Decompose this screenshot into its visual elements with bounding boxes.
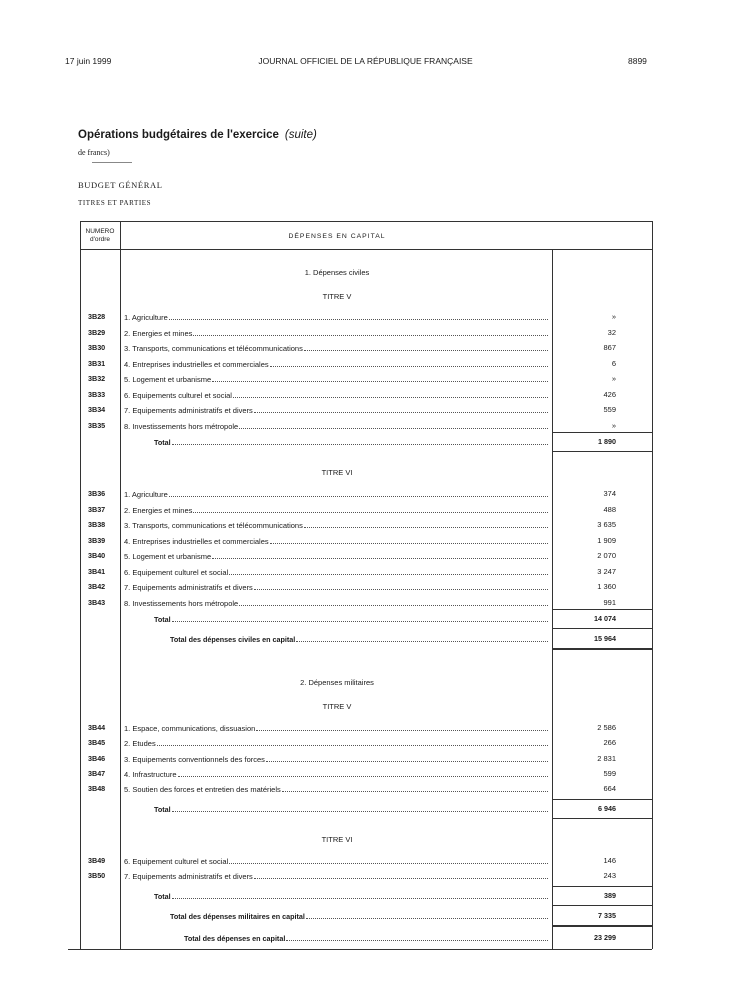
grand-total-row-military: Total des dépenses militaires en capital 7 335 (170, 911, 616, 921)
title-text: Opérations budgétaires de l'exercice (78, 129, 279, 141)
table-row (80, 520, 648, 534)
row-code: 3B50 (88, 871, 106, 881)
row-label: 5. Soutien des forces et entretien des matériels (124, 784, 548, 794)
row-value: » (611, 312, 616, 321)
grand-total-underline (552, 925, 652, 927)
row-label: 2. Energies et mines (124, 505, 548, 515)
row-value: 599 (603, 768, 616, 778)
row-label: 1. Agriculture (124, 489, 548, 499)
final-total-row: Total des dépenses en capital 23 299 (184, 933, 616, 943)
table-row (80, 328, 648, 342)
row-value: 146 (603, 856, 616, 865)
row-value: 3 247 (597, 566, 616, 576)
row-value: 2 070 (597, 551, 616, 560)
row-code: 3B45 (88, 738, 106, 748)
table-top-border (80, 221, 652, 222)
row-label: 3. Transports, communications et télécommunications (124, 343, 548, 353)
total-box-top (552, 886, 652, 887)
row-code: 3B48 (88, 784, 106, 794)
row-code: 3B36 (88, 489, 106, 498)
total-box-bottom (552, 818, 652, 819)
row-label: 8. Investissements hors métropole (124, 598, 548, 608)
total-row-military-vi: Total 389 (154, 891, 616, 901)
row-value: 664 (603, 784, 616, 794)
table-bottom-border (68, 949, 652, 950)
section-heading-military: 2. Dépenses militaires (300, 678, 374, 687)
row-label: 5. Logement et urbanisme (124, 551, 548, 561)
row-code: 3B37 (88, 504, 106, 514)
row-value: 488 (603, 504, 616, 514)
row-value: 867 (603, 343, 616, 352)
header-page-number: 8899 (628, 56, 647, 66)
row-label: 7. Equipements administratifs et divers (124, 405, 548, 415)
unit-note: de francs) (78, 148, 110, 157)
short-rule (92, 162, 132, 163)
column-header-depenses: DÉPENSES EN CAPITAL (288, 233, 386, 240)
row-label: 3. Transports, communications et télécommunications (124, 520, 548, 530)
table-row (80, 856, 648, 870)
table-header-border (80, 249, 652, 250)
row-code: 3B35 (88, 420, 106, 430)
budget-heading: BUDGET GÉNÉRAL (78, 180, 163, 190)
total-box-top (552, 799, 652, 800)
column-header-numero-line2: d'ordre (89, 236, 111, 243)
table-row (80, 582, 648, 596)
table-row (80, 312, 648, 326)
titre-v-military: TITRE V (322, 702, 352, 711)
row-value: 266 (603, 738, 616, 748)
row-code: 3B29 (88, 327, 106, 337)
row-code: 3B32 (88, 374, 106, 383)
row-label: 3. Equipements conventionnels des forces (124, 754, 548, 764)
table-row (80, 505, 648, 519)
row-code: 3B47 (88, 768, 106, 778)
row-code: 3B39 (88, 535, 106, 545)
row-code: 3B38 (88, 520, 106, 529)
row-value: 2 586 (597, 723, 616, 732)
row-label: 2. Etudes (124, 738, 548, 748)
row-code: 3B40 (88, 551, 106, 560)
total-row-military-v: Total 6 946 (154, 804, 616, 814)
row-label: 4. Entreprises industrielles et commerciales (124, 359, 548, 369)
table-row (80, 405, 648, 419)
table-row (80, 536, 648, 550)
table-row (80, 871, 648, 885)
table-row (80, 738, 648, 752)
column-header-numero (80, 228, 120, 244)
table-row (80, 374, 648, 388)
table-right-border (652, 221, 653, 949)
row-label: 5. Logement et urbanisme (124, 374, 548, 384)
row-code: 3B42 (88, 582, 106, 591)
row-label: 6. Equipement culturel et social (124, 567, 548, 577)
table-row (80, 784, 648, 798)
table-row (80, 551, 648, 565)
row-code: 3B28 (88, 312, 106, 321)
table-row (80, 769, 648, 783)
row-label: 4. Infrastructure (124, 769, 548, 779)
total-row-civil-vi: Total 14 074 (154, 614, 616, 624)
row-code: 3B34 (88, 405, 106, 414)
table-row (80, 390, 648, 404)
row-label: 1. Espace, communications, dissuasion (124, 723, 548, 733)
row-label: 4. Entreprises industrielles et commerciales (124, 536, 548, 546)
row-value: 1 360 (597, 582, 616, 591)
row-code: 3B41 (88, 566, 106, 576)
titre-vi-military: TITRE VI (321, 835, 353, 844)
row-code: 3B43 (88, 597, 106, 607)
row-code: 3B30 (88, 343, 106, 352)
section-heading-civil: 1. Dépenses civiles (304, 268, 370, 277)
row-value: 374 (603, 489, 616, 498)
table-row (80, 567, 648, 581)
row-value: 32 (607, 327, 616, 337)
grand-total-row-civil: Total des dépenses civiles en capital 15 964 (170, 634, 616, 644)
row-label: 7. Equipements administratifs et divers (124, 871, 548, 881)
row-label: 1. Agriculture (124, 312, 548, 322)
titres-heading: TITRES ET PARTIES (78, 199, 152, 207)
titre-v-civil: TITRE V (322, 292, 352, 301)
row-code: 3B33 (88, 389, 106, 399)
grand-total-underline (552, 648, 652, 650)
row-label: 8. Investissements hors métropole (124, 421, 548, 431)
row-code: 3B49 (88, 856, 106, 865)
total-box-bottom (552, 628, 652, 629)
row-value: 991 (603, 597, 616, 607)
row-label: 7. Equipements administratifs et divers (124, 582, 548, 592)
header-journal-title: JOURNAL OFFICIEL DE LA RÉPUBLIQUE FRANÇAISE (258, 56, 473, 66)
row-code: 3B46 (88, 753, 106, 763)
total-box-top (552, 432, 652, 433)
row-value: 2 831 (597, 753, 616, 763)
row-code: 3B31 (88, 358, 106, 368)
titre-vi-civil: TITRE VI (321, 468, 353, 477)
row-label: 2. Energies et mines (124, 328, 548, 338)
document-title (78, 129, 317, 141)
row-value: 426 (603, 389, 616, 399)
table-row (80, 489, 648, 503)
table-row (80, 359, 648, 373)
table-row (80, 754, 648, 768)
total-box-top (552, 609, 652, 610)
row-value: 3 635 (597, 520, 616, 529)
row-label: 6. Equipement culturel et social (124, 856, 548, 866)
total-box-bottom (552, 905, 652, 906)
row-code: 3B44 (88, 723, 106, 732)
total-box-bottom (552, 451, 652, 452)
column-header-numero-line1: NUMERO (85, 228, 115, 235)
title-suffix: (suite) (284, 129, 317, 141)
row-value: » (611, 374, 616, 383)
row-value: 243 (603, 871, 616, 881)
table-row (80, 343, 648, 357)
row-label: 6. Equipements culturel et social (124, 390, 548, 400)
table-row (80, 723, 648, 737)
row-value: 1 909 (597, 535, 616, 545)
header-date: 17 juin 1999 (65, 56, 112, 66)
total-row-civil-v: Total 1 890 (154, 437, 616, 447)
row-value: » (611, 420, 616, 430)
row-value: 559 (603, 405, 616, 414)
row-value: 6 (611, 358, 616, 368)
